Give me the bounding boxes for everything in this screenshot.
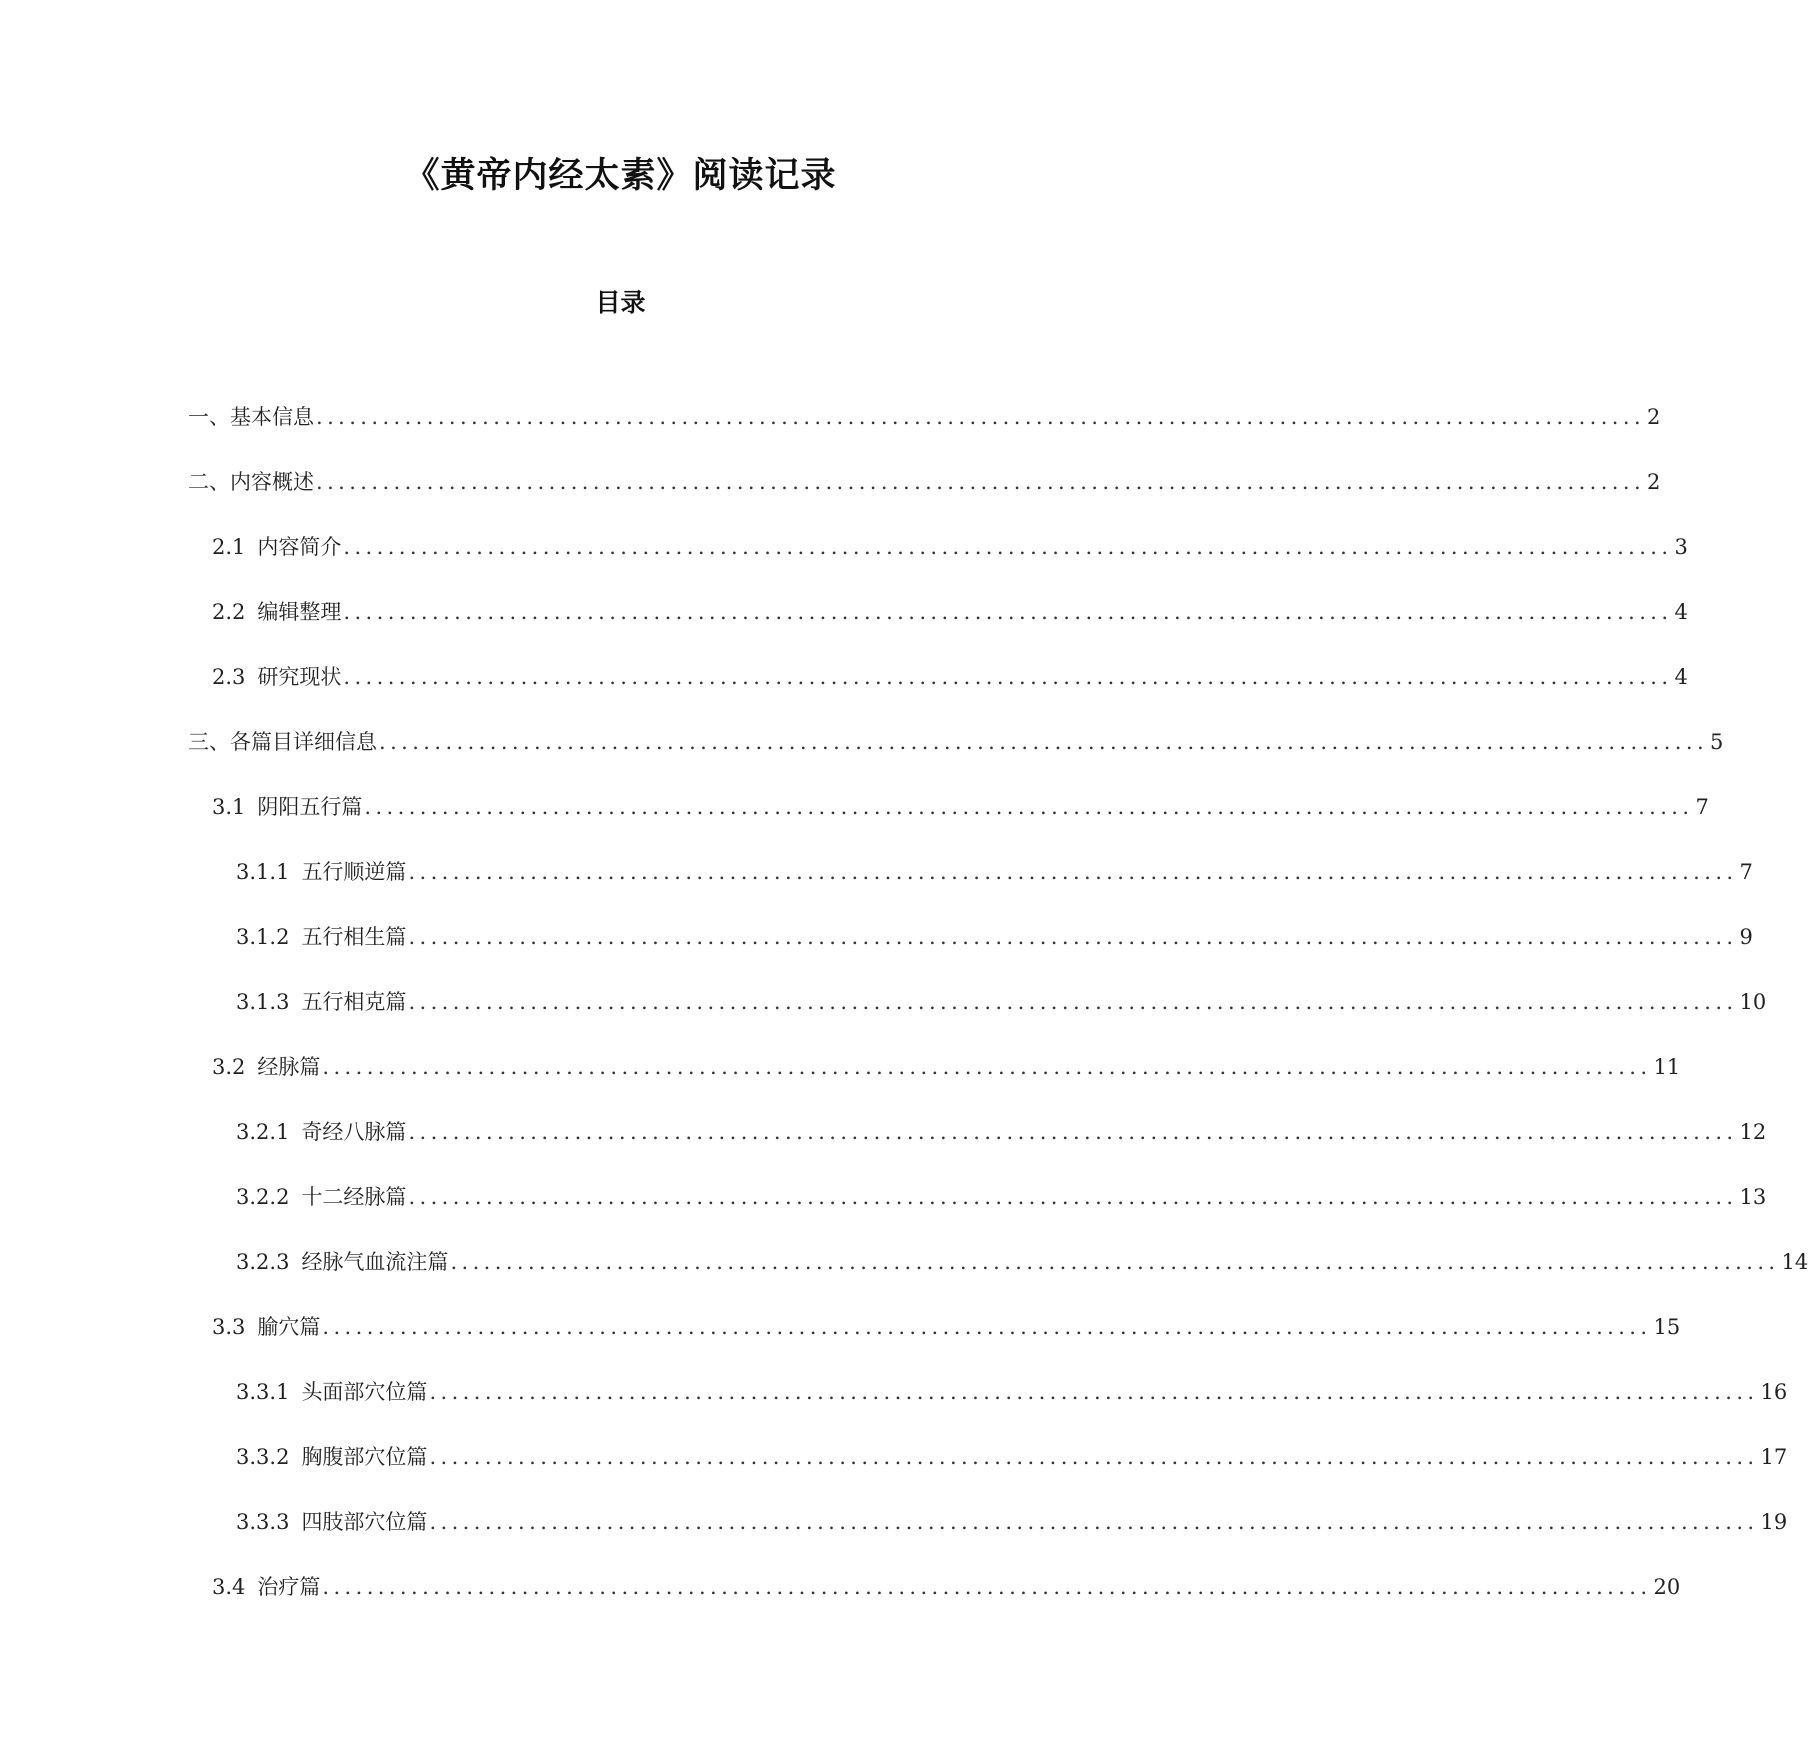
toc-dot-leader: ........................................................................................................................ (379, 729, 1709, 754)
toc-dot-leader: ........................................................................................................................ (343, 664, 1673, 689)
toc-entry-line (212, 792, 1709, 822)
toc-dot-leader: ........................................................................................................................ (364, 794, 1694, 819)
toc-entry-line (188, 727, 1724, 757)
toc-dot-leader: ........................................................................................................................ (408, 924, 1738, 949)
toc-entry-line (188, 467, 1661, 497)
toc-entry-number: 二、 (188, 469, 230, 494)
toc-entry[interactable] (0, 1489, 1788, 1554)
toc-page-number: 14 (1781, 1249, 1808, 1274)
toc-entry-title: 经脉气血流注篇 (301, 1249, 449, 1274)
toc-entry[interactable] (0, 904, 1753, 969)
toc-entry-title: 各篇目详细信息 (230, 729, 377, 754)
toc-entry[interactable] (0, 1229, 1808, 1294)
toc-dot-leader: ........................................................................................................................ (408, 1119, 1738, 1144)
toc-entry-title: 内容简介 (257, 534, 342, 559)
toc-entry-number: 2.1 (212, 534, 246, 559)
toc-entry[interactable] (0, 384, 1661, 449)
toc-dot-leader: ........................................................................................................................ (408, 989, 1738, 1014)
toc-dot-leader: ........................................................................................................................ (343, 534, 1673, 559)
toc-dot-leader: ........................................................................................................................ (408, 859, 1738, 884)
toc-entry-title: 五行相生篇 (301, 924, 407, 949)
toc-page-number: 4 (1674, 599, 1688, 624)
toc-entry-line (212, 1572, 1681, 1602)
toc-entry[interactable] (0, 1424, 1788, 1489)
toc-dot-leader: ........................................................................................................................ (322, 1574, 1652, 1599)
toc-entry-line (212, 597, 1688, 627)
toc-page-number: 10 (1739, 989, 1767, 1014)
toc-dot-leader: ........................................................................................................................ (322, 1054, 1652, 1079)
toc-entry[interactable] (0, 449, 1661, 514)
toc-page-number: 11 (1653, 1054, 1681, 1079)
toc-entry[interactable] (0, 1554, 1681, 1619)
toc-heading: 目录 (595, 288, 646, 317)
toc-page-number: 20 (1653, 1574, 1681, 1599)
toc-entry-title: 头面部穴位篇 (301, 1379, 428, 1404)
toc-entry-number: 3.3.1 (236, 1379, 290, 1404)
toc-page-number: 2 (1647, 469, 1661, 494)
toc-entry-line (236, 987, 1767, 1017)
toc-entry-number: 3.2.1 (236, 1119, 290, 1144)
toc-entry-number: 一、 (188, 404, 230, 429)
toc-entry-number: 3.1.3 (236, 989, 290, 1014)
toc-entry-line (236, 1182, 1767, 1212)
toc-entry-number: 3.1 (212, 794, 246, 819)
toc-page-number: 16 (1760, 1379, 1788, 1404)
toc-dot-leader: ........................................................................................................................ (450, 1249, 1780, 1274)
toc-entry-number: 3.3.3 (236, 1509, 290, 1534)
toc-entry-line (236, 1247, 1808, 1277)
toc-entry-line (212, 1052, 1681, 1082)
toc-entry-title: 编辑整理 (257, 599, 342, 624)
toc-dot-leader: ........................................................................................................................ (408, 1184, 1738, 1209)
toc-entry[interactable] (0, 514, 1688, 579)
toc-entry[interactable] (0, 644, 1688, 709)
toc-page-number: 12 (1739, 1119, 1767, 1144)
toc-page-number: 7 (1695, 794, 1709, 819)
toc-entry[interactable] (0, 1034, 1681, 1099)
toc-entry-line (212, 662, 1688, 692)
toc-entry-title: 五行顺逆篇 (301, 859, 407, 884)
toc-entry-title: 经脉篇 (257, 1054, 321, 1079)
toc-page-number: 4 (1674, 664, 1688, 689)
toc-page-number: 7 (1739, 859, 1753, 884)
toc-page-number: 19 (1760, 1509, 1788, 1534)
toc-dot-leader: ........................................................................................................................ (429, 1509, 1759, 1534)
toc-entry[interactable] (0, 1294, 1681, 1359)
toc-entry-title: 四肢部穴位篇 (301, 1509, 428, 1534)
toc-entry-number: 3.2 (212, 1054, 246, 1079)
toc-entry[interactable] (0, 969, 1767, 1034)
toc-entry-number: 3.2.3 (236, 1249, 290, 1274)
toc-entry[interactable] (0, 579, 1688, 644)
toc-dot-leader: ........................................................................................................................ (343, 599, 1673, 624)
toc-entry-line (236, 1442, 1788, 1472)
toc-entry[interactable] (0, 839, 1753, 904)
toc-entry-title: 五行相克篇 (301, 989, 407, 1014)
toc-entry-number: 3.1.2 (236, 924, 290, 949)
toc-page-number: 5 (1710, 729, 1724, 754)
toc-entry-title: 基本信息 (230, 404, 314, 429)
toc-page-number: 2 (1647, 404, 1661, 429)
toc-entry[interactable] (0, 774, 1709, 839)
toc-entry-title: 研究现状 (257, 664, 342, 689)
toc-entry[interactable] (0, 1099, 1767, 1164)
toc-entry-line (212, 532, 1688, 562)
toc-entry-line (236, 1117, 1767, 1147)
toc-entry-line (236, 857, 1753, 887)
toc-entry-title: 奇经八脉篇 (301, 1119, 407, 1144)
toc-entry-number: 2.3 (212, 664, 246, 689)
toc-entry[interactable] (0, 1164, 1767, 1229)
toc-entry-line (212, 1312, 1681, 1342)
toc-page-number: 13 (1739, 1184, 1767, 1209)
toc-entry-number: 3.4 (212, 1574, 246, 1599)
toc-dot-leader: ........................................................................................................................ (316, 404, 1646, 429)
toc-dot-leader: ........................................................................................................................ (322, 1314, 1652, 1339)
toc-page-number: 17 (1760, 1444, 1788, 1469)
toc-entry-number: 2.2 (212, 599, 246, 624)
document-title: 《黄帝内经太素》阅读记录 (404, 156, 837, 196)
table-of-contents (0, 384, 1808, 1619)
toc-entry-title: 胸腹部穴位篇 (301, 1444, 428, 1469)
toc-page-number: 3 (1674, 534, 1688, 559)
toc-entry-line (236, 922, 1753, 952)
toc-entry-number: 三、 (188, 729, 230, 754)
toc-entry-number: 3.1.1 (236, 859, 290, 884)
toc-entry[interactable] (0, 1359, 1788, 1424)
toc-entry-title: 治疗篇 (257, 1574, 321, 1599)
toc-dot-leader: ........................................................................................................................ (316, 469, 1646, 494)
toc-page-number: 15 (1653, 1314, 1681, 1339)
toc-entry-line (236, 1377, 1788, 1407)
toc-entry-line (236, 1507, 1788, 1537)
toc-entry-title: 阴阳五行篇 (257, 794, 363, 819)
toc-dot-leader: ........................................................................................................................ (429, 1379, 1759, 1404)
toc-entry-title: 内容概述 (230, 469, 314, 494)
toc-entry-number: 3.2.2 (236, 1184, 290, 1209)
toc-entry-title: 腧穴篇 (257, 1314, 321, 1339)
toc-entry-number: 3.3 (212, 1314, 246, 1339)
toc-entry-number: 3.3.2 (236, 1444, 290, 1469)
toc-entry-line (188, 402, 1661, 432)
toc-page-number: 9 (1739, 924, 1753, 949)
toc-entry[interactable] (0, 709, 1724, 774)
toc-entry-title: 十二经脉篇 (301, 1184, 407, 1209)
toc-dot-leader: ........................................................................................................................ (429, 1444, 1759, 1469)
